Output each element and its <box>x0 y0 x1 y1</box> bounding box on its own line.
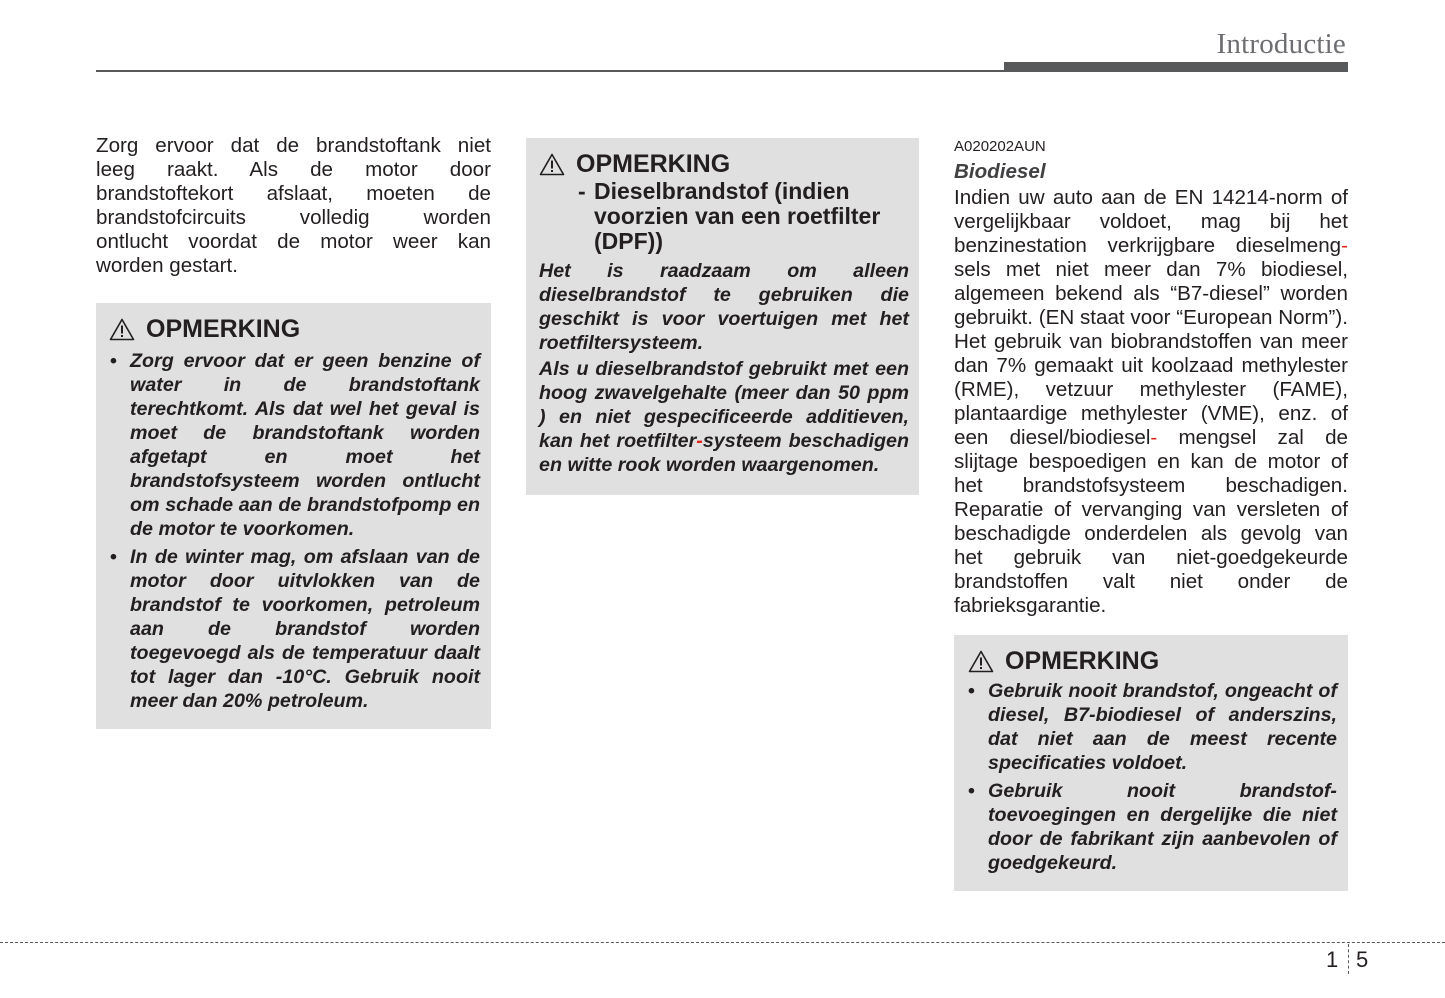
hyphen-mark: - <box>1150 426 1158 449</box>
dash-marker: - <box>578 178 586 204</box>
bullet-icon: • <box>968 680 975 702</box>
column-middle <box>526 138 919 495</box>
warning-triangle-icon <box>109 318 135 341</box>
note-list <box>968 679 1337 875</box>
intro-line: Zorg ervoor dat de brandstoftank niet <box>96 134 491 157</box>
bullet-icon: • <box>110 546 117 568</box>
intro-line: ontlucht voordat de motor weer kan <box>96 230 491 253</box>
footer-dotted-rule <box>0 942 1445 943</box>
bullet-icon: • <box>968 780 975 802</box>
header-rule-thin <box>96 70 1006 72</box>
intro-line: leeg raakt. Als de motor door <box>96 158 491 181</box>
note-item-text: Gebruik nooit brandstof, ongeacht of diesel, B7-biodiesel of anderszins, dat niet aan de meest recente specificaties voldoet. <box>988 680 1337 774</box>
hyphen-mark: - <box>696 430 703 452</box>
page-header-title: Introductie <box>1216 28 1346 60</box>
biodiesel-paragraph <box>954 186 1348 618</box>
bullet-icon: • <box>110 350 117 372</box>
column-left <box>96 134 491 729</box>
note-heading-text: OPMERKING <box>576 150 731 178</box>
warning-triangle-icon <box>539 153 565 176</box>
section-title: Biodiesel <box>954 160 1046 183</box>
note-subheading-text: Dieselbrandstof (indien voorzien van een roetfilter (DPF)) <box>594 178 881 254</box>
note-item-text: Gebruik nooit brandstof-toevoegingen en dergelijke die niet door de fabrikant zijn aanbevolen of goedgekeurd. <box>988 780 1337 874</box>
intro-line: brandstofcircuits volledig worden <box>96 206 491 229</box>
note-heading <box>968 647 1337 675</box>
paragraph-text: sels met niet meer dan 7% biodiesel, algemeen bekend als “B7-diesel” worden gebruikt. (EN staat voor “European Norm”). Het gebruik van biobrandstoffen van meer dan 7% gemaakt uit koolzaad methylester (RME), vetzuur methylester (FAME), plantaardige methylester (VME), enz. of een diesel/biodiesel <box>954 258 1348 449</box>
note-box-diesel-dpf <box>526 138 919 495</box>
note-box-fuel-contamination <box>96 303 491 729</box>
note-list <box>109 349 480 713</box>
warning-triangle-icon <box>968 650 994 673</box>
note-heading-text: OPMERKING <box>146 315 301 343</box>
intro-paragraph <box>96 134 491 278</box>
intro-line: brandstoftekort afslaat, moeten de <box>96 182 491 205</box>
hyphen-mark: - <box>1341 234 1348 257</box>
note-paragraph: Het is raadzaam om alleen dieselbrandstof te gebruiken die geschikt is voor voertuigen met het roetfiltersysteem. <box>539 260 909 354</box>
column-right <box>954 138 1348 891</box>
note-box-fuel-specs <box>954 635 1348 891</box>
note-paragraph-text: Als u dieselbrandstof gebruikt met een hoog zwavelgehalte (meer dan 50 ppm ) en niet gespecificeerde additieven, kan het roetfilter <box>539 358 909 452</box>
page-number-separator <box>1348 944 1349 974</box>
note-item <box>968 779 1337 875</box>
paragraph-text: mengsel zal de slijtage bespoedigen en kan de motor of het brandstofsysteem beschadigen. Reparatie of vervanging van versleten of beschadigde onderdelen als gevolg van het gebruik van niet-goedgekeurde brandstoffen valt niet onder de fabrieksgarantie. <box>954 426 1348 617</box>
note-item <box>968 679 1337 775</box>
note-paragraph <box>539 357 909 477</box>
section-code: A020202AUN <box>954 138 1046 155</box>
note-item <box>110 545 480 713</box>
paragraph-text: Indien uw auto aan de EN 14214-norm of vergelijkbaar voldoet, mag bij het benzinestation verkrijgbare dieselmeng <box>954 186 1348 257</box>
note-heading <box>109 315 480 343</box>
note-heading <box>539 150 909 178</box>
chapter-number: 1 <box>1326 947 1339 972</box>
note-item <box>110 349 480 541</box>
header-rule-thick <box>1004 62 1348 72</box>
note-subheading <box>578 178 909 254</box>
page-number: 5 <box>1356 947 1369 972</box>
note-item-text: In de winter mag, om afslaan van de motor door uitvlokken van de brandstof te voorkomen, petroleum aan de brandstof worden toegevoegd als de temperatuur daalt tot lager dan -10°C. Gebruik nooit meer dan 20% petroleum. <box>130 546 480 712</box>
note-item-text: Zorg ervoor dat er geen benzine of water in de brandstoftank terechtkomt. Als dat wel het geval is moet de brandstoftank worden afgetapt en moet het brandstofsysteem worden ontlucht om schade aan de brandstofpomp en de motor te voorkomen. <box>130 350 480 540</box>
note-paragraph-text: systeem beschadigen en witte rook worden waargenomen. <box>539 430 909 476</box>
intro-line: worden gestart. <box>96 254 238 277</box>
note-heading-text: OPMERKING <box>1005 647 1160 675</box>
